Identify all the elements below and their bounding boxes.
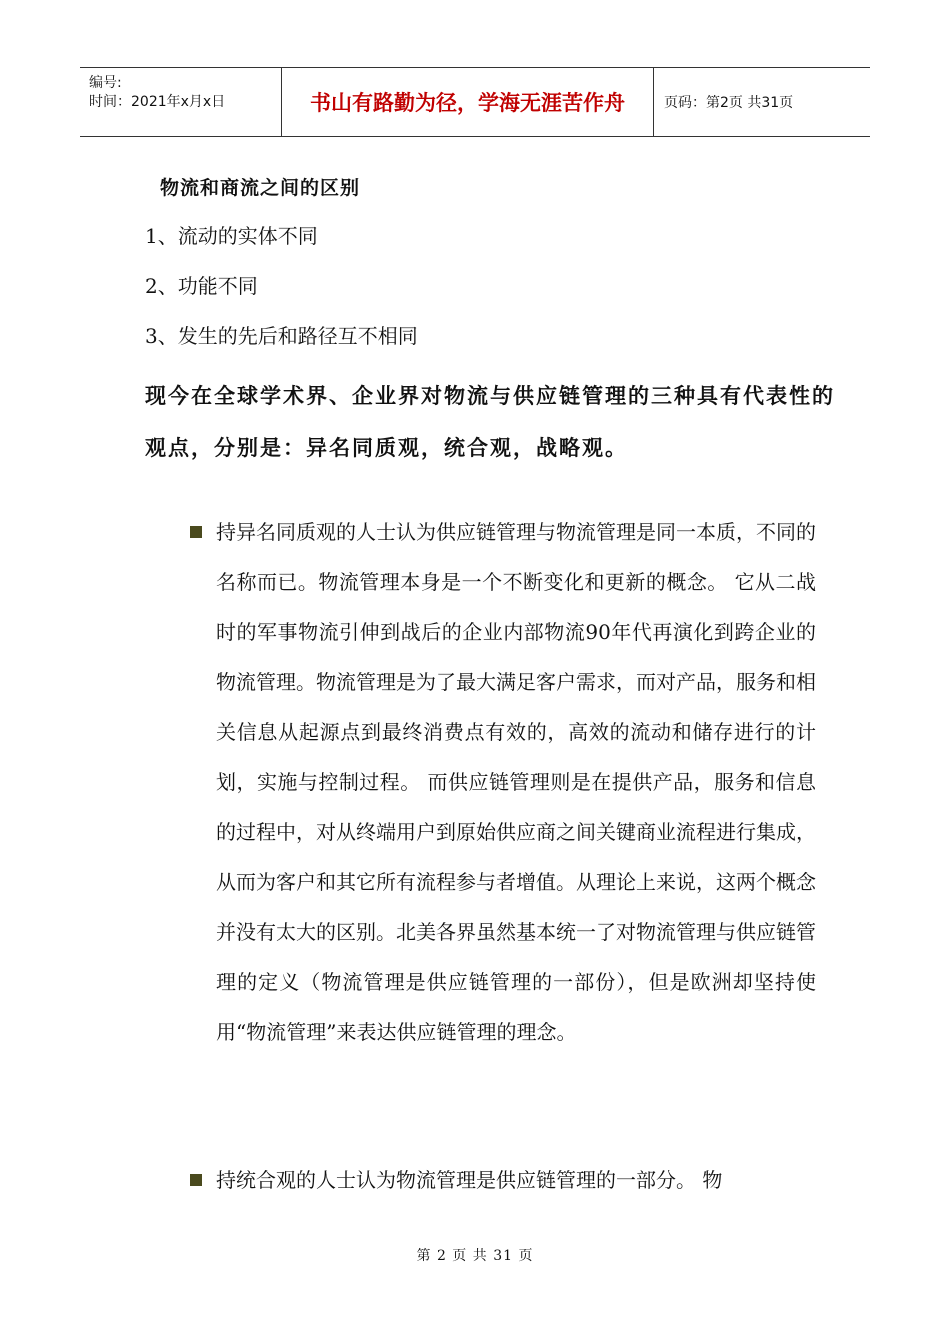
- page-footer: 第 2 页 共 31 页: [416, 1248, 534, 1264]
- section-title: 物流和商流之间的区别: [160, 177, 361, 199]
- time-label: 时间：2021年x月x日: [89, 94, 226, 110]
- code-label: 编号:: [89, 75, 122, 91]
- bullet-square-icon: [187, 1170, 205, 1190]
- list-item-3: 3、发生的先后和路径互不相同: [145, 324, 418, 348]
- bullet-paragraph-1: 持异名同质观的人士认为供应链管理与物流管理是同一本质，不同的名称而已。物流管理本身是一个不断变化和更新的概念。 它从二战时的军事物流引伸到战后的企业内部物流90年代再演化到跨企业的物流管理。物流管理是为了最大满足客户需求，而对产品，服务和相关信息从起源点到最终消费点有效的，高效的流动和储存进行的计划，实施与控制过程。 而供应链管理则是在提供产品，服务和信息的过程中，对从终端用户到原始供应商之间关键商业流程进行集成，从而为客户和其它所有流程参与者增值。从理论上来说，这两个概念并没有太大的区别。北美各界虽然基本统一了对物流管理与供应链管理的定义（物流管理是供应链管理的一部份），但是欧洲却坚持使用“物流管理”来表达供应链管理的理念。: [216, 520, 816, 1044]
- bullet-paragraph-2: 持统合观的人士认为物流管理是供应链管理的一部分。 物: [216, 1168, 723, 1192]
- header-meta-cell: [80, 68, 282, 136]
- bullet-square-icon: [187, 522, 205, 542]
- page-info: 页码：第2页 共31页: [664, 95, 794, 111]
- list-item-1: 1、流动的实体不同: [145, 224, 318, 248]
- page-header: [80, 67, 870, 137]
- list-item-2: 2、功能不同: [145, 274, 258, 298]
- bold-paragraph: 现今在全球学术界、企业界对物流与供应链管理的三种具有代表性的观点，分别是：异名同质观，统合观，战略观。: [145, 383, 835, 460]
- motto: 书山有路勤为径，学海无涯苦作舟: [282, 68, 654, 136]
